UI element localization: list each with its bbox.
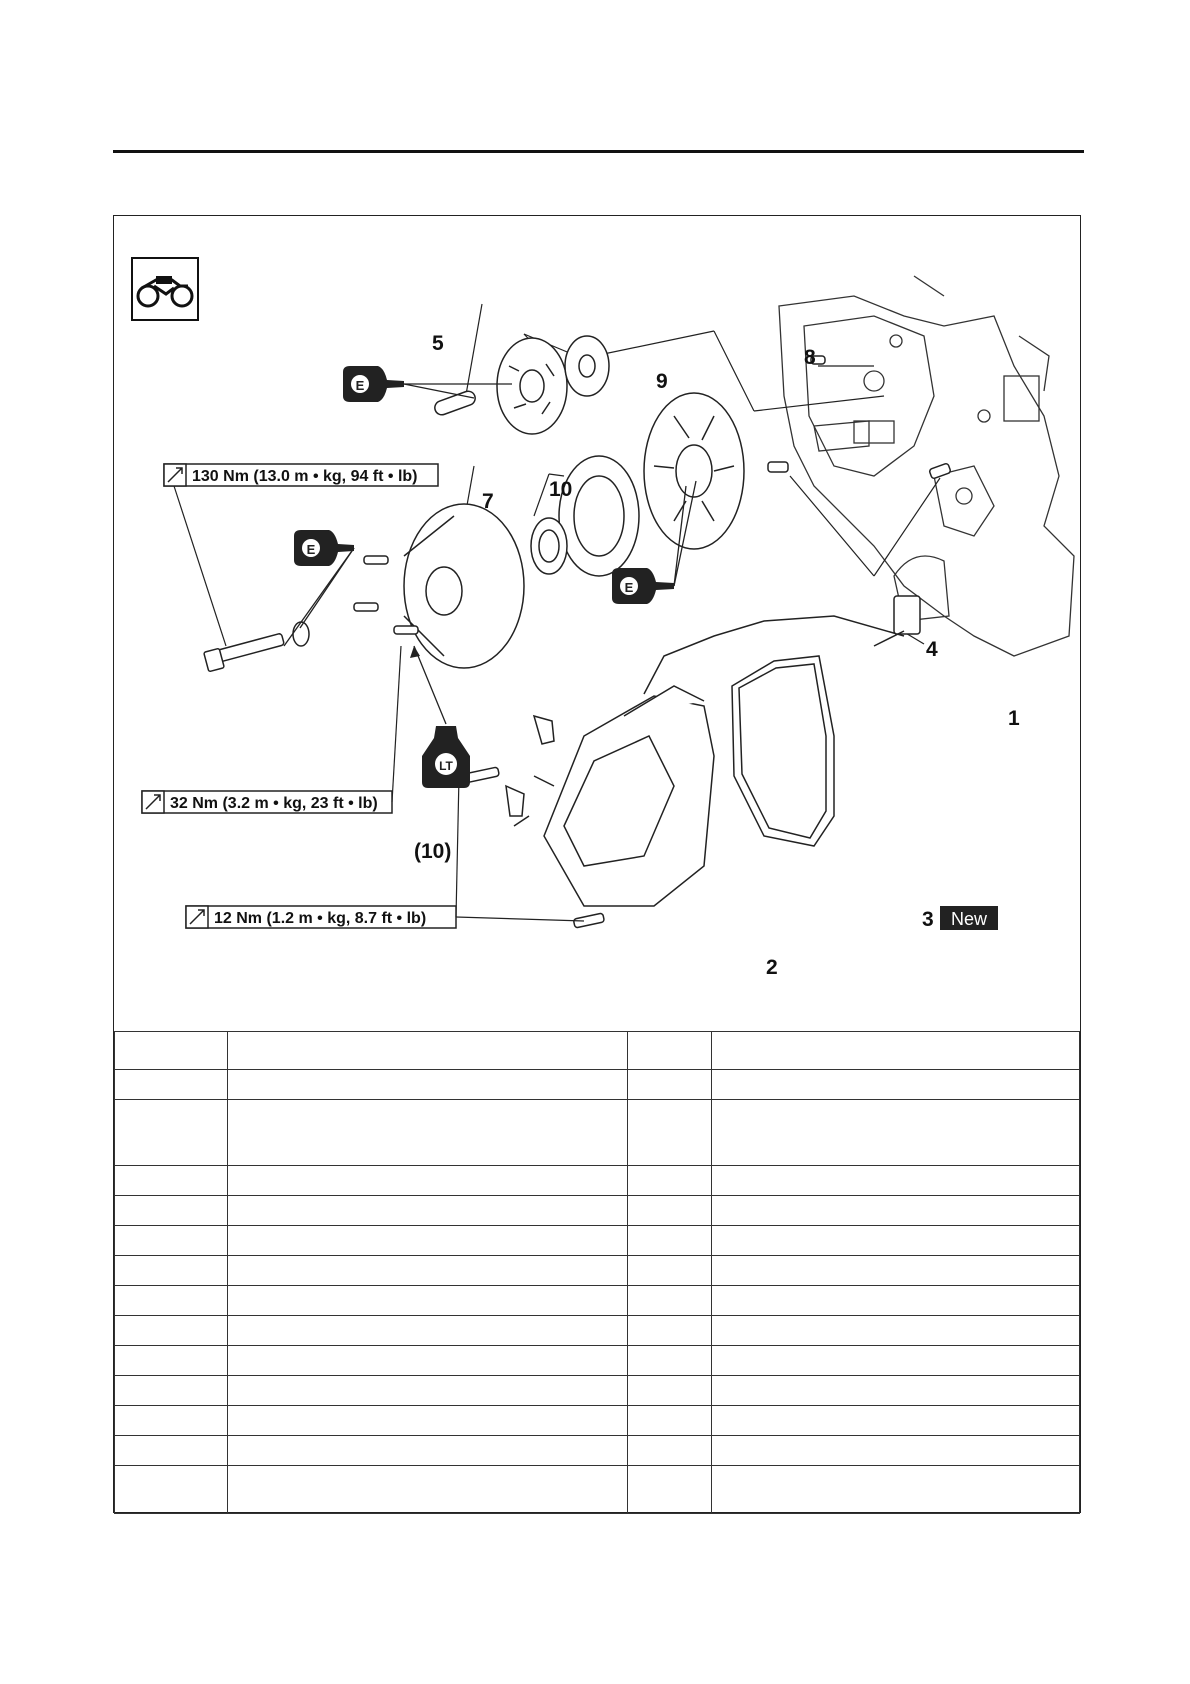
header-rule <box>113 150 1084 153</box>
starter-wheel-gear <box>644 393 744 549</box>
engine-oil-icon <box>343 366 404 402</box>
parts-table <box>114 1031 1080 1514</box>
collar <box>433 389 477 417</box>
table-row <box>115 1196 1080 1226</box>
svg-text:12 Nm (1.2 m • kg, 8.7 ft • lb: 12 Nm (1.2 m • kg, 8.7 ft • lb) <box>214 910 427 927</box>
table-row <box>115 1316 1080 1346</box>
svg-text:130 Nm (13.0 m • kg, 94 ft • l: 130 Nm (13.0 m • kg, 94 ft • lb) <box>192 468 418 485</box>
table-row <box>115 1436 1080 1466</box>
svg-text:E: E <box>306 542 316 557</box>
diagram-frame <box>113 215 1081 1513</box>
callout-2: 2 <box>766 956 778 979</box>
dowel-pins <box>768 356 951 479</box>
callout-9: 9 <box>656 370 668 393</box>
exploded-diagram <box>114 216 1079 1031</box>
table-header-row <box>115 1032 1080 1070</box>
table-row <box>115 1226 1080 1256</box>
wire-clamps <box>506 716 554 816</box>
table-row <box>115 1100 1080 1166</box>
rotor <box>404 504 524 668</box>
table-row <box>115 1166 1080 1196</box>
callout-5: 5 <box>432 332 444 355</box>
engine-oil-icon <box>612 568 674 604</box>
table-row <box>115 1286 1080 1316</box>
svg-text:E: E <box>624 580 634 595</box>
torque-spec-32 <box>142 646 401 813</box>
table-row <box>115 1346 1080 1376</box>
table-row <box>115 1406 1080 1436</box>
table-row <box>115 1466 1080 1514</box>
starter-idle-gear <box>497 336 609 434</box>
callout-3: 3 <box>922 908 934 931</box>
cover-gasket <box>732 656 834 846</box>
svg-text:LT: LT <box>439 759 453 773</box>
callout-7: 7 <box>482 490 494 513</box>
svg-text:New: New <box>950 909 988 929</box>
table-row <box>115 1070 1080 1100</box>
callout-10-bracket: (10) <box>414 840 452 863</box>
table-row <box>115 1256 1080 1286</box>
svg-text:32 Nm (3.2 m • kg, 23 ft • lb): 32 Nm (3.2 m • kg, 23 ft • lb) <box>170 795 378 812</box>
callout-1: 1 <box>1008 707 1020 730</box>
motorcycle-icon <box>132 258 198 320</box>
callout-8: 8 <box>804 346 816 369</box>
wire-harness <box>644 596 920 694</box>
new-badge <box>940 906 998 930</box>
engine-case <box>779 276 1074 656</box>
svg-text:E: E <box>355 378 365 393</box>
callout-4: 4 <box>926 638 938 661</box>
callout-10: 10 <box>549 478 573 501</box>
starter-clutch <box>531 456 639 576</box>
table-row <box>115 1376 1080 1406</box>
